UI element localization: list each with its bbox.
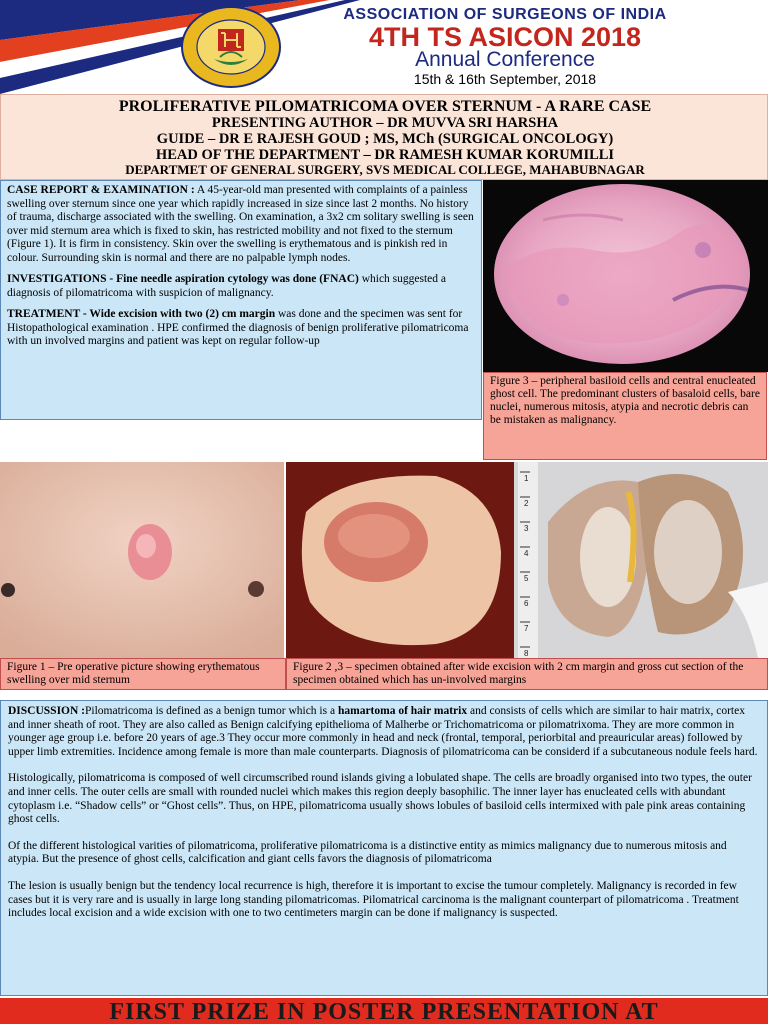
header-conference: 4TH TS ASICON 2018 xyxy=(368,22,642,52)
ruler-mark: 5 xyxy=(524,574,529,583)
discussion-p1: Pilomatricoma is defined as a benign tumor which is a xyxy=(85,705,338,717)
figure2-caption: Figure 2 ,3 – specimen obtained after wide excision with 2 cm margin and gross cut section of the specimen obtained which has un-involved margins xyxy=(286,658,768,690)
asi-logo xyxy=(180,5,282,89)
figure2-cut-section-photo xyxy=(518,462,768,658)
header-subtitle: Annual Conference xyxy=(415,48,595,71)
case-text: A 45-year-old man presented with complaints of a painless swelling over sternum since one year which rapidly increased in size since last 2 months. No history of trauma, discharge associated with the swelling. On examination, a 3x2 cm solitary swelling is seen over mid sternum area which is fixed to skin, has restricted mobility and not fixed to the sternum (Figure 1). It is firm in consistency. Skin over the swelling is erythematous and is pinkish red in colour. Surrounding skin is normal and there are no palpable lymph nodes. xyxy=(7,184,474,264)
department: DEPARTMET OF GENERAL SURGERY, SVS MEDICAL COLLEGE, MAHABUBNAGAR xyxy=(125,162,645,177)
ruler-mark: 8 xyxy=(524,649,529,658)
treatment-heading: TREATMENT - Wide excision with two (2) cm margin xyxy=(7,308,276,320)
case-heading: CASE REPORT & EXAMINATION : xyxy=(7,184,195,196)
poster-title: PROLIFERATIVE PILOMATRICOMA OVER STERNUM - A RARE CASE xyxy=(118,98,652,115)
discussion-p2: Histologically, pilomatricoma is composed of well circumscribed round islands giving a lobulated shape. The cells are broadly organised into two types, the outer and inner cells. The outer cells are small with rounded nuclei which makes this region deeply basophilic. The inner layer has enucleated cells with abundant cytoplasm i.e. “Shadow cells” or “Ghost cells”. Thus, on HPE, pilomatricoma usually shows lobules of basiloid cells intermixed with pale pink areas containing ghost cells. xyxy=(8,772,752,826)
figure3-caption: Figure 3 – peripheral basiloid cells and central enucleated ghost cell. The predominant clusters of basaloid cells, bare nuclei, numerous mitosis, atypia and necrotic debris can be mistaken as malignancy. xyxy=(483,372,767,460)
micrograph-image xyxy=(483,180,768,372)
figure1-photo xyxy=(0,462,284,658)
discussion-p3: Of the different histological varities of pilomatricoma, proliferative pilomatricoma is a distinctive entity as mimics malignancy due to numerous mitosis and atypia. But the presence of ghost cells, calcification and giant cells favors the diagnosis of pilomatricoma xyxy=(8,839,727,866)
specimen-photo xyxy=(286,462,518,658)
discussion-p1-rest: and consists of cells which are similar to hair matrix, cortex and inner sheath of root. They are also called as Benign calcifying epithelioma of Malherbe or Trichomatricoma or pilomatrixoma. They are more common in younger age group i.e. before 20 years of age.3 They occur more commonly in head and neck (frontal, temporal, periorbital and preauricular areas) followed by upper limb extremities. Incidence among female is more than male counterparts. Diagnosis of pilomatricoma can be considerd if a subcutaneous nodule feels hard. xyxy=(8,705,758,758)
discussion-p4: The lesion is usually benign but the tendency local recurrence is high, therefore it is important to excise the tumour completely. Malignancy is recorded in few cases but it is very rare and is usually in large long standing pilomatricomas. Pilomatrical carcinoma is the malignant counterpart of pilomatricoma . Treatment includes local excision and a wide excision with one to two centimeters margin can be done if malignancy is suspected. xyxy=(8,879,739,920)
ruler-mark: 7 xyxy=(524,624,529,633)
head-of-department: HEAD OF THE DEPARTMENT – DR RAMESH KUMAR KORUMILLI xyxy=(155,147,615,163)
footer-text: FIRST PRIZE IN POSTER PRESENTATION AT xyxy=(109,999,659,1024)
footer-banner xyxy=(0,998,768,1024)
ruler-mark: 2 xyxy=(524,499,529,508)
figure3-micrograph xyxy=(483,180,768,372)
discussion-panel xyxy=(0,700,768,996)
cut-section-photo xyxy=(518,462,768,658)
discussion-heading: DISCUSSION : xyxy=(8,705,86,717)
investigations-heading: INVESTIGATIONS - Fine needle aspiration cytology was done (FNAC) xyxy=(7,273,359,285)
ruler-labels xyxy=(524,466,534,658)
treatment-text: was done and the specimen was sent for Histopathological examination . HPE confirmed the diagnosis of benign proliferative pilomatricoma with un involved margins and patient was kept on regular follow-up xyxy=(7,308,469,347)
title-block xyxy=(0,94,768,180)
chest-photo xyxy=(0,462,284,658)
presenting-author: PRESENTING AUTHOR – DR MUVVA SRI HARSHA xyxy=(211,115,559,131)
header-organization: ASSOCIATION OF SURGEONS OF INDIA xyxy=(343,6,667,23)
ruler-mark: 6 xyxy=(524,599,529,608)
ruler-mark: 1 xyxy=(524,474,529,483)
ruler-mark: 3 xyxy=(524,524,529,533)
figure2-specimen-photo xyxy=(286,462,518,658)
ruler-mark: 4 xyxy=(524,549,529,558)
figure1-caption: Figure 1 – Pre operative picture showing erythematous swelling over mid sternum xyxy=(0,658,286,690)
investigations-text: which suggested a diagnosis of pilomatricoma with suspicion of malignancy. xyxy=(7,273,447,299)
poster-header xyxy=(0,0,768,94)
discussion-p1-emphasis: hamartoma of hair matrix xyxy=(337,705,468,717)
guide: GUIDE – DR E RAJESH GOUD ; MS, MCh (SURGICAL ONCOLOGY) xyxy=(156,131,614,147)
header-dates: 15th & 16th September, 2018 xyxy=(413,71,597,87)
case-report-panel xyxy=(0,180,482,420)
